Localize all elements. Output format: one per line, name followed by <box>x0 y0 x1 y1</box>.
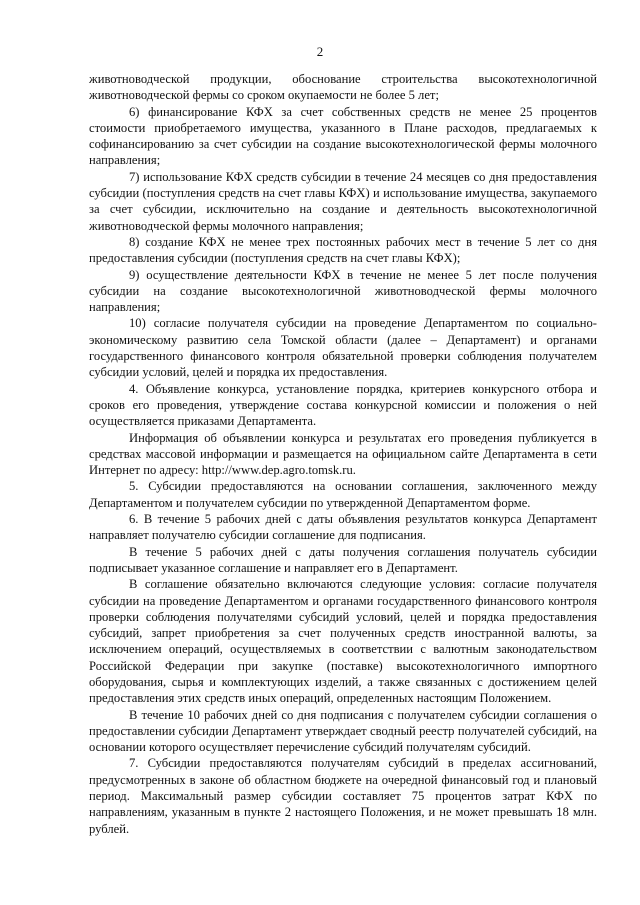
paragraph-item-10: 10) согласие получателя субсидии на проведение Департаментом по социально-экономическому развитию села Томской области (далее – Департамент) и органами государственного финансового контроля обязательной проверки соблюдения получателем субсидии условий, целей и порядка их предоставления. <box>89 316 597 380</box>
paragraph-item-9: 9) осуществление деятельности КФХ в течение не менее 5 лет после получения субсидии на создание высокотехнологичной животноводческой фермы молочного направления; <box>89 267 597 315</box>
paragraph-section-4: 4. Объявление конкурса, установление порядка, критериев конкурсного отбора и сроков его проведения, утверждение состава конкурсной комиссии и положения о ней осуществляется приказами Департамента. <box>89 381 597 429</box>
paragraph-item-6: 6) финансирование КФХ за счет собственных средств не менее 25 процентов стоимости приобретаемого имущества, указанного в Плане расходов, предлагаемых к софинансированию за счет субсидии на создание высокотехнологической фермы молочного направления; <box>89 104 597 168</box>
paragraph-item-8: 8) создание КФХ не менее трех постоянных рабочих мест в течение 5 лет со дня предоставления субсидии (поступления средств на счет главы КФХ); <box>89 234 597 266</box>
paragraph-item-7: 7) использование КФХ средств субсидии в течение 24 месяцев со дня предоставления субсидии (поступления средств на счет главы КФХ) и использование имущества, закупаемого за счет субсидии, исключительно на создание и деятельность высокотехнологичной животноводческой фермы молочного направления; <box>89 169 597 233</box>
paragraph-section-5: 5. Субсидии предоставляются на основании соглашения, заключенного между Департаментом и получателем субсидии по утвержденной Департаментом форме. <box>89 479 597 510</box>
paragraph-section-6: 6. В течение 5 рабочих дней с даты объявления результатов конкурса Департамент направляет получателю субсидии соглашение для подписания. <box>89 512 597 543</box>
paragraph-continuation: животноводческой продукции, обоснование строительства высокотехнологичной животноводческой фермы со сроком окупаемости не более 5 лет; <box>89 72 597 103</box>
paragraph-section-7: 7. Субсидии предоставляются получателям субсидий в пределах ассигнований, предусмотренных в законе об областном бюджете на очередной финансовый год и плановый период. Максимальный размер субсидии составляет 75 процентов затрат КФХ по направлениям, указанным в пункте 2 настоящего Положения, и не может превышать 18 млн. рублей. <box>89 756 597 836</box>
paragraph-agreement-conditions: В соглашение обязательно включаются следующие условия: согласие получателя субсидии на проведение Департаментом и органами государственного финансового контроля проверки соблюдения получателями субсидий условий, целей и порядка предоставления субсидий, запрет приобретения за счет полученных средств иностранной валюты, за исключением операций, осуществляемых в соответствии с валютным законодательством Российской Федерации при закупке (поставке) высокотехнологичного импортного оборудования, сырья и комплектующих изделий, а также связанных с достижением целей предоставления этих средств иных операций, определенных настоящим Положением. <box>89 577 597 706</box>
document-body <box>89 71 597 837</box>
paragraph-contest-info: Информация об объявлении конкурса и результатах его проведения публикуется в средствах массовой информации и размещается на официальном сайте Департамента в сети Интернет по адресу: http://www.dep.agro.tomsk.ru. <box>89 430 597 478</box>
page-number: 2 <box>316 44 324 59</box>
paragraph-registry: В течение 10 рабочих дней со дня подписания с получателем субсидии соглашения о предоставлении субсидии Департамент утверждает сводный реестр получателей субсидий, на основании которого осуществляет перечисление субсидий получателям субсидий. <box>89 707 597 755</box>
paragraph-agreement-signing: В течение 5 рабочих дней с даты получения соглашения получатель субсидии подписывает указанное соглашение и направляет его в Департамент. <box>89 544 597 575</box>
